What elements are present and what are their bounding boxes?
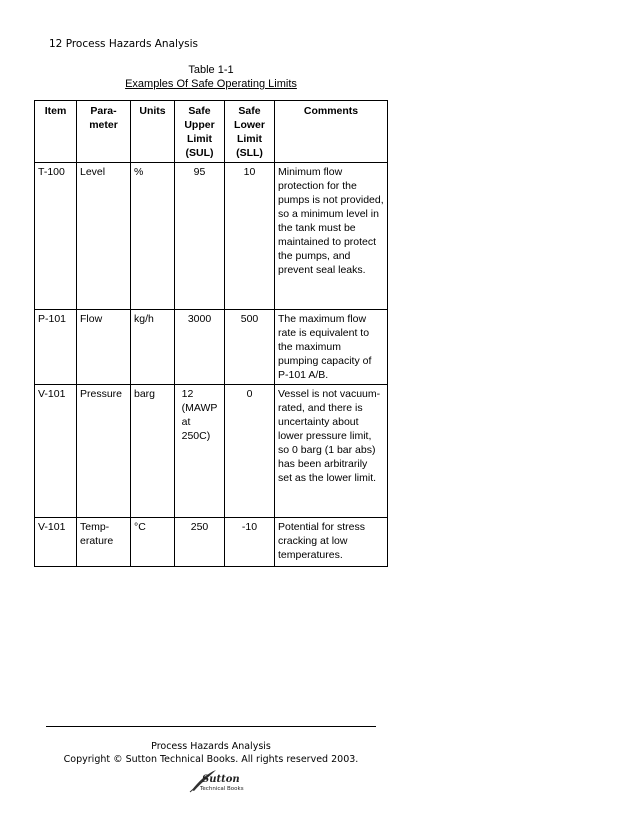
table-row (35, 163, 388, 310)
col-header-comments: Comments (275, 101, 388, 163)
col-header-units: Units (131, 101, 175, 163)
cell-parameter: Flow (77, 310, 131, 385)
table-title-text: Examples Of Safe Operating Limits (125, 78, 297, 90)
col-header-sul-text: Safe Upper Limit (SUL) (184, 105, 215, 159)
col-header-sll (225, 101, 275, 163)
cell-sul: 95 (175, 163, 225, 310)
cell-item: V-101 (35, 518, 77, 567)
cell-comments: The maximum flow rate is equivalent to the maximum pumping capacity of P-101 A/B. (275, 310, 388, 385)
col-header-parameter-text: Para- meter (89, 105, 118, 131)
cell-parameter: Level (77, 163, 131, 310)
table-header-row (35, 101, 388, 163)
cell-units: % (131, 163, 175, 310)
col-header-item: Item (35, 101, 77, 163)
col-header-sll-text: Safe Lower Limit (SLL) (234, 105, 265, 159)
cell-parameter-text: Temp- erature (80, 521, 114, 547)
table-number: Table 1-1 (188, 64, 234, 76)
cell-sul: 3000 (175, 310, 225, 385)
cell-sll: 500 (225, 310, 275, 385)
footer-divider (46, 726, 376, 727)
table-title (0, 78, 422, 90)
table-row (35, 310, 388, 385)
cell-sll: 0 (225, 385, 275, 518)
quill-logo-icon (186, 768, 244, 794)
logo-text-technical-books: Technical Books (200, 786, 244, 792)
cell-sul: 250 (175, 518, 225, 567)
logo-text-sutton: Sutton (202, 774, 240, 785)
publisher-logo (186, 768, 244, 794)
cell-sll: -10 (225, 518, 275, 567)
cell-units: °C (131, 518, 175, 567)
cell-parameter: Pressure (77, 385, 131, 518)
footer-title: Process Hazards Analysis (151, 741, 271, 752)
running-header: 12 Process Hazards Analysis (49, 38, 199, 50)
col-header-sul (175, 101, 225, 163)
cell-item: V-101 (35, 385, 77, 518)
cell-comments: Potential for stress cracking at low temperatures. (275, 518, 388, 567)
cell-comments: Minimum flow protection for the pumps is not provided, so a minimum level in the tank must be maintained to protect the pumps, and prevent seal leaks. (275, 163, 388, 310)
cell-units: barg (131, 385, 175, 518)
safe-operating-limits-table (34, 100, 388, 567)
footer-copyright: Copyright © Sutton Technical Books. All rights reserved 2003. (63, 754, 359, 765)
cell-comments: Vessel is not vacuum-rated, and there is uncertainty about lower pressure limit, so 0 barg (1 bar abs) has been arbitrarily set as the lower limit. (275, 385, 388, 518)
cell-units: kg/h (131, 310, 175, 385)
cell-item: T-100 (35, 163, 77, 310)
col-header-parameter (77, 101, 131, 163)
table-row (35, 518, 388, 567)
cell-item: P-101 (35, 310, 77, 385)
cell-sul (175, 385, 225, 518)
cell-sul-text: 12 (MAWP at 250C) (181, 388, 218, 442)
cell-parameter (77, 518, 131, 567)
table-row (35, 385, 388, 518)
cell-sll: 10 (225, 163, 275, 310)
